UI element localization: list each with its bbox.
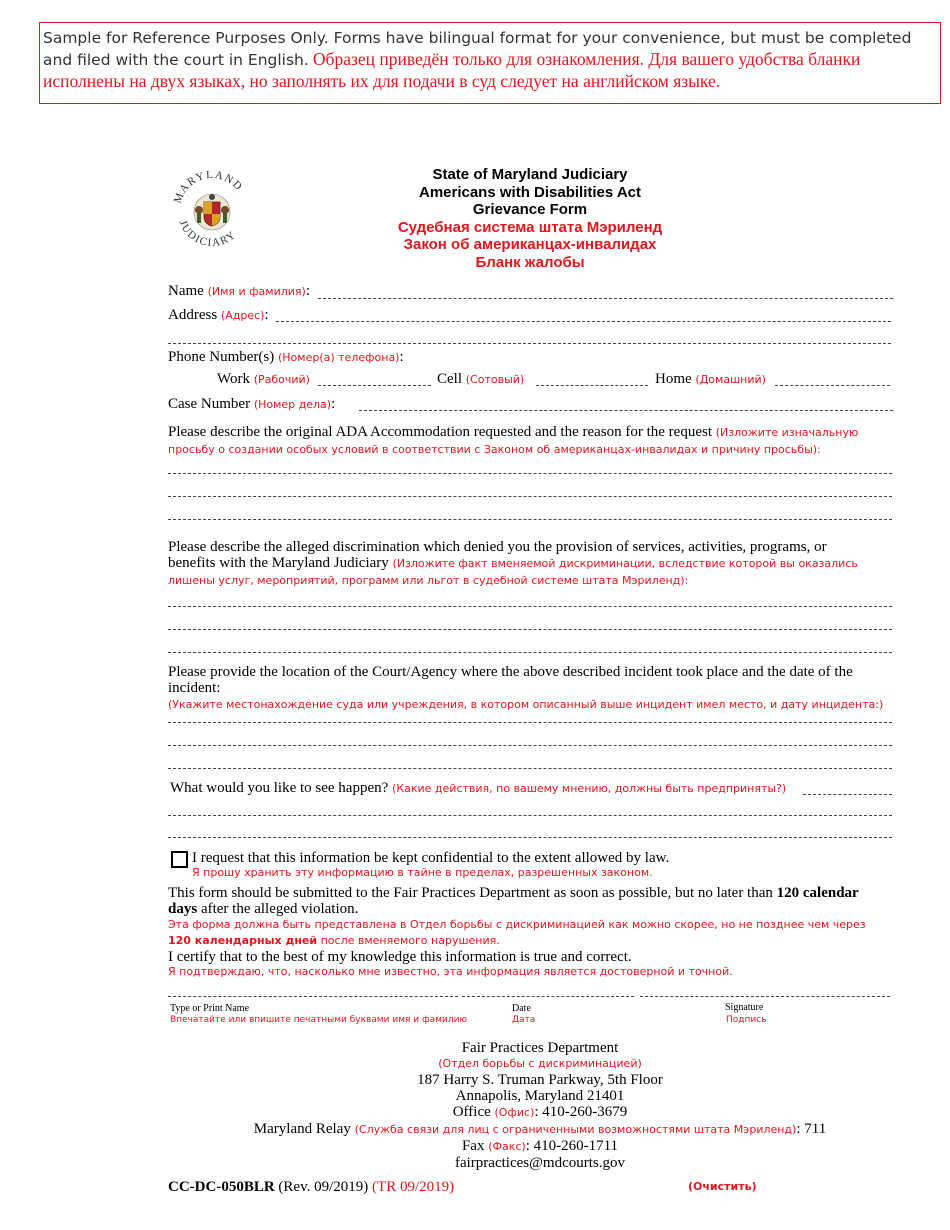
submit-russian-bold: 120 календарных дней <box>168 934 318 947</box>
submit-english-bold-2: days <box>168 901 198 917</box>
cell-phone-label <box>437 371 524 388</box>
phone-label-en: Phone Number(s) <box>168 349 275 365</box>
question-location <box>168 664 888 713</box>
work-label-en: Work <box>217 371 250 387</box>
q3-answer-line-1[interactable] <box>168 722 892 723</box>
street-address: 187 Harry S. Truman Parkway, 5th Floor <box>417 1072 663 1088</box>
q4-answer-line-2[interactable] <box>168 837 892 838</box>
q4-answer-inline[interactable] <box>803 794 892 795</box>
title-ru-line-2: Закон об американцах-инвалидах <box>403 236 657 253</box>
q4-answer-line-1[interactable] <box>168 815 892 816</box>
notice-english: Sample for Reference Purposes Only. Forms have bilingual format for your convenience, but must be completed and filed with the court in English. <box>43 29 912 69</box>
q1-answer-line-2[interactable] <box>168 496 892 497</box>
dept-name: Fair Practices Department <box>461 1040 619 1056</box>
case-label-ru: (Номер дела) <box>253 398 332 411</box>
q1-russian-a: (Изложите изначальную <box>715 426 859 439</box>
reference-notice <box>39 22 941 104</box>
title-line-3: Grievance Form <box>472 201 588 218</box>
fair-practices-address <box>200 1040 880 1171</box>
submit-russian-a: Эта форма должна быть представлена в Отдел борьбы с дискриминацией как можно скорее, но не позднее чем через <box>168 918 866 931</box>
cell-phone-input[interactable] <box>536 385 648 386</box>
question-outcome <box>170 780 786 797</box>
title-line-1: State of Maryland Judiciary <box>432 166 628 183</box>
q2-russian-b: лишены услуг, мероприятий, программ или льгот в судебной системе штата Мэриленд) <box>168 574 685 587</box>
signature-label: Signature <box>725 1002 764 1013</box>
q3-russian: (Укажите местонахождение суда или учреждения, в котором описанный выше инцидент имел место, и дату инцидента:) <box>168 698 884 711</box>
form-revision: (Rev. 09/2019) <box>278 1179 369 1195</box>
cell-label-en: Cell <box>437 371 462 387</box>
home-phone-label <box>655 371 766 388</box>
q3-answer-line-3[interactable] <box>168 768 892 769</box>
print-name-input[interactable] <box>168 996 458 997</box>
office-number: : 410-260-3679 <box>534 1104 628 1120</box>
work-label-ru: (Рабочий) <box>253 373 310 386</box>
office-label-ru: (Офис) <box>494 1106 535 1119</box>
q3-english-b: incident: <box>168 680 221 696</box>
certify-text-ru: Я подтверждаю, что, насколько мне известно, эта информация является достоверной и точной. <box>168 965 733 978</box>
home-label-ru: (Домашний) <box>695 373 766 386</box>
case-number-input[interactable] <box>359 410 893 411</box>
date-input[interactable] <box>462 996 634 997</box>
q4-english: What would you like to see happen? <box>170 780 389 796</box>
title-ru-line-3: Бланк жалобы <box>475 253 585 271</box>
phone-label: Phone Number(s) (Номер(а) телефона): <box>168 349 404 365</box>
submit-russian-b: после вменяемого нарушения. <box>320 934 500 947</box>
address-label-ru: (Адрес) <box>220 309 265 322</box>
q3-answer-line-2[interactable] <box>168 745 892 746</box>
case-label-en: Case Number <box>168 396 251 412</box>
home-label-en: Home <box>655 371 692 387</box>
fax-number <box>200 1138 880 1155</box>
q2-answer-line-2[interactable] <box>168 629 892 630</box>
submit-english-bold-1: 120 calendar <box>776 885 859 901</box>
q1-russian-b: просьбу о создании особых условий в соответствии с Законом об американцах-инвалидах и причину просьбы) <box>168 443 818 456</box>
submit-english-a: This form should be submitted to the Fair Practices Department as soon as possible, but no later than <box>168 885 773 901</box>
q2-answer-line-3[interactable] <box>168 652 892 653</box>
title-line-2: Americans with Disabilities Act <box>418 183 641 201</box>
work-phone-input[interactable] <box>318 385 431 386</box>
relay-number: : 711 <box>796 1121 827 1137</box>
submit-english-b: after the alleged violation. <box>200 901 359 917</box>
form-translation-revision: (TR 09/2019) <box>372 1179 455 1195</box>
fax-value: : 410-260-1711 <box>525 1138 619 1154</box>
q2-english-a: Please describe the alleged discrimination which denied you the provision of services, activities, programs, or <box>168 539 827 555</box>
q3-english-a: Please provide the location of the Court/Agency where the above described incident took place and the date of the <box>168 664 853 680</box>
confidential-label-ru: Я прошу хранить эту информацию в тайне в пределах, разрешенных законом. <box>192 866 653 879</box>
address-label: Address (Адрес): <box>168 307 269 323</box>
case-number-label: Case Number (Номер дела): <box>168 396 336 412</box>
date-label-ru: Дата <box>512 1015 536 1025</box>
q2-russian-a: (Изложите факт вменяемой дискриминации, вследствие которой вы оказались <box>392 557 858 570</box>
date-label: Date <box>512 1003 531 1014</box>
name-label-ru: (Имя и фамилия) <box>207 285 306 298</box>
email-address[interactable]: fairpractices@mdcourts.gov <box>454 1155 625 1171</box>
q1-answer-line-1[interactable] <box>168 473 892 474</box>
signature-input[interactable] <box>640 996 890 997</box>
address-input-line-2[interactable] <box>168 343 891 344</box>
form-code-number: CC-DC-050BLR <box>168 1179 275 1195</box>
name-label-en: Name <box>168 283 204 299</box>
home-phone-input[interactable] <box>775 385 890 386</box>
question-ada-accommodation: Please describe the original ADA Accommodation requested and the reason for the request (Изложите изначальную просьбу о создании особых условий в соответствии с Законом об американцах-инвалидах и причину просьбы): <box>168 424 859 456</box>
cell-label-ru: (Сотовый) <box>465 373 525 386</box>
submission-deadline-text-ru <box>168 917 893 949</box>
confidential-checkbox[interactable] <box>171 851 188 868</box>
city-address: Annapolis, Maryland 21401 <box>455 1088 625 1104</box>
office-phone <box>200 1104 880 1121</box>
certify-text: I certify that to the best of my knowledge this information is true and correct. <box>168 949 632 965</box>
name-label: Name (Имя и фамилия): <box>168 283 311 299</box>
work-phone-label <box>217 371 310 388</box>
title-ru-line-1: Судебная система штата Мэриленд <box>397 218 663 236</box>
q2-english-b: benefits with the Maryland Judiciary <box>168 555 389 571</box>
address-input[interactable] <box>276 321 891 322</box>
form-code <box>168 1179 454 1196</box>
maryland-relay <box>200 1121 880 1138</box>
print-name-label-ru: Впечатайте или впишите печатными буквами имя и фамилию <box>170 1015 468 1025</box>
relay-label: Maryland Relay <box>253 1121 351 1137</box>
maryland-judiciary-seal <box>172 166 252 252</box>
q1-answer-line-3[interactable] <box>168 519 892 520</box>
notice-russian: Образец приведён только для ознакомления. Для вашего удобства бланки исполнены на двух языках, но заполнять их для подачи в суд следует на английском языке. <box>43 49 861 91</box>
seal-top-text: MARYLAND <box>172 168 246 205</box>
question-discrimination: Please describe the alleged discrimination which denied you the provision of services, activities, programs, or benefits with the Maryland Judiciary (Изложите факт вменяемой дискриминации, вследствие которой вы оказались лишены услуг, мероприятий, программ или льгот в судебной системе штата Мэриленд): <box>168 539 858 587</box>
address-label-en: Address <box>168 307 218 323</box>
relay-label-ru: (Служба связи для лиц с ограниченными возможностями штата Мэриленд) <box>354 1123 797 1136</box>
q1-english: Please describe the original ADA Accommodation requested and the reason for the request <box>168 424 712 440</box>
print-name-label: Type or Print Name <box>170 1003 250 1014</box>
phone-label-ru: (Номер(а) телефона) <box>277 351 400 364</box>
dept-name-ru: (Отдел борьбы с дискриминацией) <box>438 1057 642 1070</box>
confidential-label: I request that this information be kept confidential to the extent allowed by law. <box>192 850 670 866</box>
fax-label: Fax <box>461 1138 485 1154</box>
name-input[interactable] <box>318 298 893 299</box>
clear-button[interactable]: (Очистить) <box>688 1180 757 1193</box>
signature-label-ru: Подпись <box>726 1015 767 1025</box>
fax-label-ru: (Факс) <box>488 1140 526 1153</box>
form-title-block <box>360 166 700 271</box>
q4-russian: (Какие действия, по вашему мнению, должны быть предприняты?) <box>392 782 787 795</box>
office-label: Office <box>452 1104 491 1120</box>
seal-bottom-text: JUDICIARY <box>176 218 239 250</box>
q2-answer-line-1[interactable] <box>168 606 892 607</box>
submission-deadline-text <box>168 885 893 917</box>
